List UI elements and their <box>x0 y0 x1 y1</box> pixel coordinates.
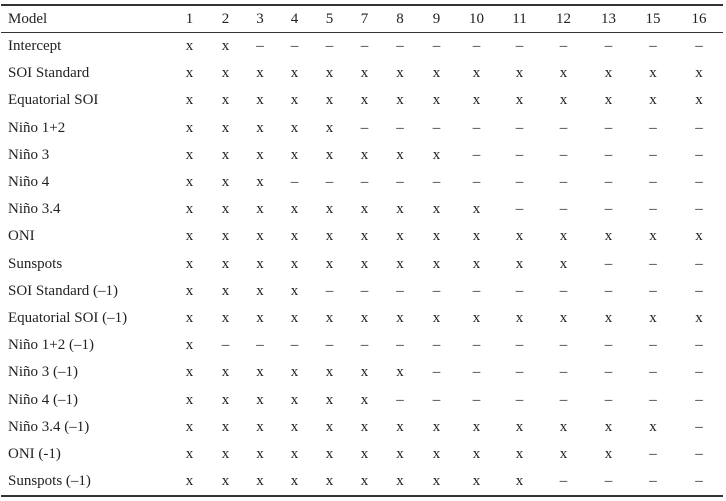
table-cell: x <box>185 228 194 245</box>
table-cell: – <box>290 38 299 55</box>
table-cell: – <box>515 174 524 191</box>
table-row <box>1 278 723 305</box>
table-cell: – <box>325 337 334 354</box>
table-cell: x <box>360 309 369 326</box>
table-cell: x <box>290 391 299 408</box>
row-label: Niño 4 <box>8 174 50 191</box>
table-cell: x <box>325 445 334 462</box>
table-cell: – <box>604 119 613 136</box>
table-cell: x <box>695 228 703 245</box>
table-cell: x <box>325 146 334 163</box>
table-cell: x <box>256 445 264 462</box>
table-cell: x <box>515 65 524 82</box>
column-header: 5 <box>312 5 347 33</box>
table-cell: – <box>559 38 568 55</box>
table-cell: – <box>695 418 703 435</box>
column-header: 10 <box>455 5 498 33</box>
table-cell: – <box>559 201 568 218</box>
table-cell: – <box>559 174 568 191</box>
table-cell: – <box>432 337 441 354</box>
table-cell: x <box>290 282 299 299</box>
table-cell: – <box>649 119 657 136</box>
table-row <box>1 359 723 386</box>
table-cell: x <box>171 468 208 496</box>
row-label: Niño 3.4 <box>8 201 61 218</box>
table-cell: x <box>221 174 230 191</box>
table-cell: x <box>396 364 404 381</box>
table-cell: x <box>185 337 194 354</box>
table-cell: x <box>185 92 194 109</box>
table-cell: x <box>559 255 568 272</box>
row-label: Niño 3 <box>8 146 50 163</box>
table-cell: x <box>396 418 404 435</box>
table-cell: – <box>649 201 657 218</box>
table-cell: x <box>256 364 264 381</box>
table-cell: x <box>432 65 441 82</box>
table-cell: x <box>243 468 277 496</box>
table-cell: – <box>649 391 657 408</box>
table-cell: x <box>290 364 299 381</box>
table-cell: x <box>432 418 441 435</box>
table-cell: x <box>396 92 404 109</box>
table-cell: – <box>695 282 703 299</box>
table-cell: – <box>559 364 568 381</box>
table-row <box>1 332 723 359</box>
table-cell: x <box>604 92 613 109</box>
table-cell: – <box>515 391 524 408</box>
table-cell: x <box>325 364 334 381</box>
table-cell: x <box>432 228 441 245</box>
table-row <box>1 196 723 223</box>
table-cell: x <box>515 92 524 109</box>
table-cell: – <box>649 174 657 191</box>
table-cell: – <box>604 282 613 299</box>
table-cell: x <box>325 255 334 272</box>
table-cell: – <box>586 468 631 496</box>
table-body <box>1 33 723 497</box>
table-cell: – <box>515 146 524 163</box>
table-cell: x <box>185 38 194 55</box>
table-cell: x <box>515 309 524 326</box>
row-label: Niño 3 (–1) <box>8 364 78 381</box>
table-cell: x <box>472 445 481 462</box>
table-cell: x <box>325 418 334 435</box>
table-cell: x <box>432 92 441 109</box>
table-cell: x <box>455 468 498 496</box>
table-cell: x <box>604 65 613 82</box>
table-cell: x <box>649 92 657 109</box>
table-cell: x <box>325 119 334 136</box>
table-cell: x <box>290 65 299 82</box>
table-cell: x <box>325 65 334 82</box>
table-cell: x <box>221 228 230 245</box>
table-cell: x <box>360 146 369 163</box>
table-cell: – <box>695 364 703 381</box>
table-cell: x <box>382 468 418 496</box>
table-cell: x <box>221 255 230 272</box>
column-header: 2 <box>208 5 243 33</box>
table-cell: x <box>604 445 613 462</box>
table-cell: x <box>559 445 568 462</box>
table-cell: x <box>649 228 657 245</box>
table-row <box>1 386 723 413</box>
table-cell: x <box>256 201 264 218</box>
table-cell: x <box>221 391 230 408</box>
table-cell: x <box>515 418 524 435</box>
table-cell: x <box>604 228 613 245</box>
table-cell: x <box>396 255 404 272</box>
table-cell: – <box>360 38 369 55</box>
column-header: 1 <box>171 5 208 33</box>
table-row <box>1 115 723 142</box>
column-header: 15 <box>631 5 675 33</box>
table-cell: x <box>312 468 347 496</box>
table-cell: x <box>221 201 230 218</box>
row-label: Sunspots (–1) <box>1 468 171 496</box>
row-label: Sunspots <box>8 255 63 272</box>
table-cell: – <box>256 38 264 55</box>
row-label: Niño 1+2 <box>8 119 66 136</box>
table-cell: x <box>559 309 568 326</box>
table-cell: x <box>185 146 194 163</box>
table-cell: x <box>221 418 230 435</box>
table-cell: – <box>604 337 613 354</box>
table-cell: – <box>396 119 404 136</box>
table-cell: x <box>290 228 299 245</box>
table-cell: – <box>604 364 613 381</box>
table-cell: x <box>515 445 524 462</box>
table-cell: x <box>256 146 264 163</box>
table-cell: – <box>325 282 334 299</box>
row-label: Niño 1+2 (–1) <box>8 337 94 354</box>
table-cell: x <box>256 228 264 245</box>
table-cell: – <box>432 364 441 381</box>
table-cell: – <box>695 445 703 462</box>
row-label: SOI Standard (–1) <box>8 282 118 299</box>
table-cell: – <box>604 146 613 163</box>
table-cell: x <box>256 65 264 82</box>
row-label: Equatorial SOI <box>8 92 99 109</box>
table-cell: x <box>325 92 334 109</box>
table-cell: x <box>604 309 613 326</box>
table-cell: – <box>559 337 568 354</box>
table-cell: x <box>185 255 194 272</box>
table-cell: x <box>185 201 194 218</box>
table-cell: – <box>360 119 369 136</box>
table-cell: – <box>649 445 657 462</box>
row-label: Niño 3.4 (–1) <box>8 418 90 435</box>
table-cell: – <box>472 364 481 381</box>
table-cell: x <box>221 309 230 326</box>
table-cell: x <box>695 65 703 82</box>
table-cell: – <box>360 282 369 299</box>
table-cell: – <box>559 391 568 408</box>
table-cell: – <box>515 282 524 299</box>
table-cell: – <box>432 391 441 408</box>
table-cell: – <box>472 119 481 136</box>
table-cell: x <box>649 65 657 82</box>
table-cell: – <box>472 146 481 163</box>
table-cell: x <box>347 468 382 496</box>
table-cell: x <box>256 92 264 109</box>
row-label: SOI Standard <box>8 65 90 82</box>
table-cell: – <box>221 337 230 354</box>
row-label: Equatorial SOI (–1) <box>8 309 128 326</box>
table-cell: x <box>515 255 524 272</box>
table-cell: x <box>604 418 613 435</box>
table-cell: x <box>277 468 312 496</box>
table-cell: x <box>472 65 481 82</box>
table-cell: x <box>432 309 441 326</box>
table-cell: – <box>604 38 613 55</box>
table-cell: – <box>472 38 481 55</box>
table-cell: x <box>325 391 334 408</box>
table-cell: x <box>221 445 230 462</box>
table-cell: x <box>432 445 441 462</box>
table-cell: – <box>515 337 524 354</box>
table-cell: – <box>396 282 404 299</box>
table-cell: – <box>675 468 723 496</box>
table-cell: x <box>256 119 264 136</box>
table-cell: – <box>432 282 441 299</box>
table-cell: – <box>360 174 369 191</box>
column-header: 9 <box>418 5 455 33</box>
table-cell: – <box>649 38 657 55</box>
table-cell: x <box>559 418 568 435</box>
table-row <box>1 60 723 87</box>
table-cell: x <box>221 119 230 136</box>
table-cell: x <box>559 228 568 245</box>
table-cell: x <box>185 445 194 462</box>
table-cell: x <box>256 174 264 191</box>
table-cell: – <box>559 119 568 136</box>
table-cell: x <box>256 255 264 272</box>
table-cell: – <box>649 282 657 299</box>
table-cell: x <box>221 364 230 381</box>
table-cell: – <box>432 119 441 136</box>
table-cell: – <box>472 282 481 299</box>
table-cell: x <box>290 201 299 218</box>
table-cell: x <box>396 309 404 326</box>
table-row <box>1 142 723 169</box>
table-cell: – <box>325 174 334 191</box>
table-row <box>1 305 723 332</box>
table-cell: – <box>695 146 703 163</box>
table-cell: – <box>604 174 613 191</box>
table-cell: x <box>221 146 230 163</box>
table-cell: – <box>649 146 657 163</box>
table-header <box>1 5 723 33</box>
table-row <box>1 223 723 250</box>
table-cell: x <box>695 92 703 109</box>
table-cell: – <box>695 119 703 136</box>
table-cell: x <box>185 119 194 136</box>
table-cell: – <box>695 391 703 408</box>
table-cell: x <box>360 92 369 109</box>
table-cell: x <box>290 92 299 109</box>
column-header: 4 <box>277 5 312 33</box>
table-cell: x <box>418 468 455 496</box>
table-cell: x <box>185 418 194 435</box>
table-cell: x <box>185 65 194 82</box>
table-cell: x <box>396 65 404 82</box>
table-cell: x <box>185 174 194 191</box>
table-cell: x <box>325 228 334 245</box>
table-cell: x <box>515 228 524 245</box>
table-cell: x <box>396 445 404 462</box>
table-cell: x <box>396 228 404 245</box>
table-cell: x <box>360 364 369 381</box>
table-cell: – <box>256 337 264 354</box>
table-cell: – <box>396 337 404 354</box>
column-header: 8 <box>382 5 418 33</box>
table-cell: x <box>472 309 481 326</box>
table-cell: x <box>559 65 568 82</box>
table-cell: x <box>472 228 481 245</box>
table-cell: x <box>472 92 481 109</box>
table-cell: – <box>559 146 568 163</box>
table-cell: x <box>185 391 194 408</box>
table-cell: x <box>221 38 230 55</box>
row-label: Intercept <box>8 38 62 55</box>
table-cell: – <box>472 174 481 191</box>
table-cell: – <box>396 174 404 191</box>
table-cell: – <box>604 255 613 272</box>
table-row <box>1 441 723 468</box>
table-cell: – <box>360 337 369 354</box>
column-header: 16 <box>675 5 723 33</box>
table-cell: x <box>432 146 441 163</box>
table-cell: x <box>360 255 369 272</box>
table-cell: x <box>290 309 299 326</box>
table-cell: x <box>256 282 264 299</box>
row-label: ONI (-1) <box>8 445 61 462</box>
table-row <box>1 468 723 496</box>
table-cell: – <box>695 38 703 55</box>
table-cell: – <box>695 201 703 218</box>
table-cell: x <box>559 92 568 109</box>
column-header: 11 <box>498 5 541 33</box>
table-cell: x <box>256 391 264 408</box>
header-row <box>1 5 723 33</box>
table-cell: – <box>515 38 524 55</box>
table-cell: x <box>185 309 194 326</box>
table-row <box>1 33 723 61</box>
table-cell: – <box>472 337 481 354</box>
table-cell: – <box>290 337 299 354</box>
model-variables-table <box>1 4 723 497</box>
table-cell: x <box>290 445 299 462</box>
table-cell: x <box>290 255 299 272</box>
table-cell: x <box>649 309 657 326</box>
table-cell: – <box>649 337 657 354</box>
table-cell: x <box>221 65 230 82</box>
table-cell: x <box>360 65 369 82</box>
table-cell: x <box>360 228 369 245</box>
table-cell: x <box>360 445 369 462</box>
table-cell: x <box>325 309 334 326</box>
table-cell: – <box>604 201 613 218</box>
table-cell: x <box>360 391 369 408</box>
table-cell: – <box>432 174 441 191</box>
table-cell: x <box>221 282 230 299</box>
table-cell: – <box>290 174 299 191</box>
header-model-label: Model <box>1 5 171 33</box>
table-cell: x <box>325 201 334 218</box>
table-cell: x <box>472 418 481 435</box>
table-cell: x <box>472 255 481 272</box>
table-cell: – <box>559 282 568 299</box>
table-cell: x <box>396 201 404 218</box>
table-cell: x <box>498 468 541 496</box>
table-cell: – <box>541 468 586 496</box>
table-cell: – <box>515 364 524 381</box>
table-cell: x <box>221 92 230 109</box>
column-header: 12 <box>541 5 586 33</box>
table-cell: – <box>604 391 613 408</box>
table-cell: x <box>256 309 264 326</box>
table-cell: – <box>396 391 404 408</box>
table-cell: x <box>695 309 703 326</box>
table-cell: – <box>325 38 334 55</box>
table-cell: x <box>432 255 441 272</box>
table-cell: x <box>185 364 194 381</box>
table-cell: x <box>360 201 369 218</box>
table-cell: – <box>649 255 657 272</box>
row-label: Niño 4 (–1) <box>8 391 78 408</box>
table-cell: x <box>649 418 657 435</box>
table-cell: x <box>185 282 194 299</box>
table-cell: – <box>695 174 703 191</box>
table-cell: x <box>432 201 441 218</box>
table-cell: – <box>432 38 441 55</box>
table-row <box>1 414 723 441</box>
table-cell: – <box>695 255 703 272</box>
table-cell: – <box>631 468 675 496</box>
table-cell: – <box>515 201 524 218</box>
table-row <box>1 169 723 196</box>
row-label: ONI <box>8 228 35 245</box>
table-cell: – <box>472 391 481 408</box>
table-cell: x <box>290 146 299 163</box>
table-cell: x <box>256 418 264 435</box>
table-cell: x <box>472 201 481 218</box>
table-cell: x <box>208 468 243 496</box>
table-row <box>1 87 723 114</box>
table-cell: x <box>290 119 299 136</box>
column-header: 3 <box>243 5 277 33</box>
column-header: 7 <box>347 5 382 33</box>
table-cell: – <box>515 119 524 136</box>
table-cell: x <box>396 146 404 163</box>
table-cell: – <box>396 38 404 55</box>
column-header: 13 <box>586 5 631 33</box>
table-cell: x <box>290 418 299 435</box>
table-cell: x <box>360 418 369 435</box>
table-row <box>1 251 723 278</box>
table-cell: – <box>695 337 703 354</box>
table-cell: – <box>649 364 657 381</box>
